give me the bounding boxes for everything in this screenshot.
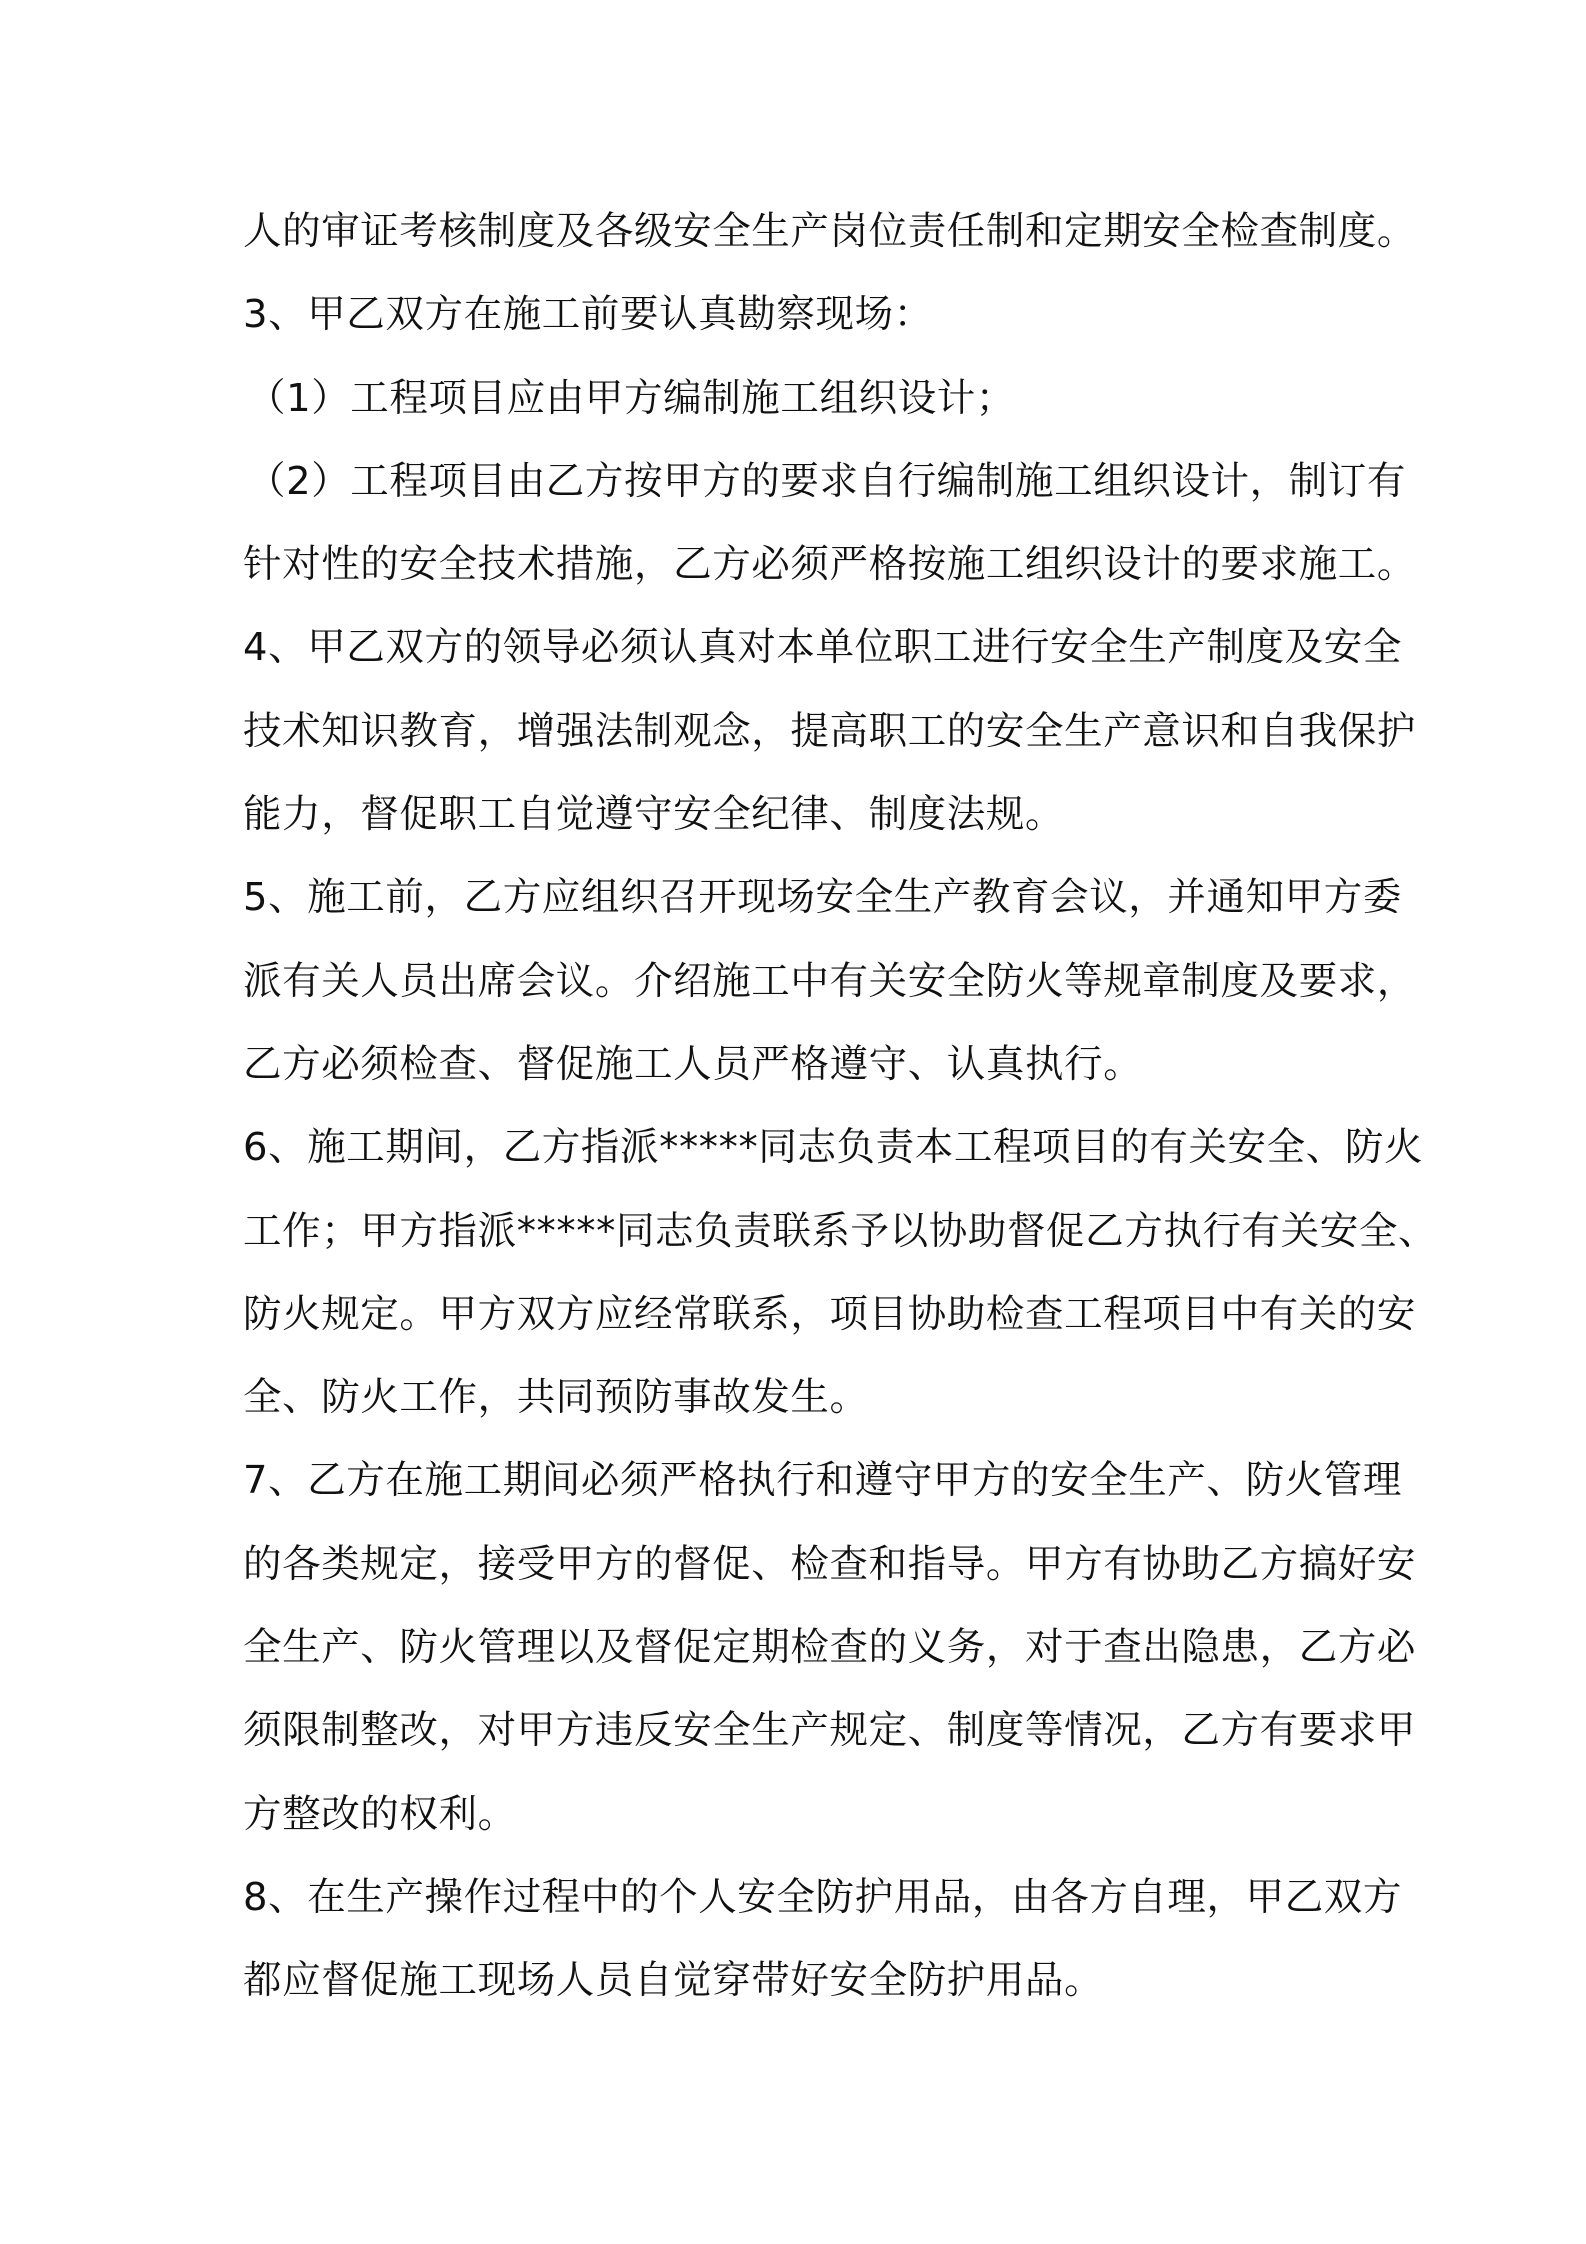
text-line: 方整改的权利。 <box>243 1791 517 1837</box>
document-body <box>243 190 1438 2023</box>
text-line: 能力，督促职工自觉遵守安全纪律、制度法规。 <box>243 792 1065 838</box>
text-line: 技术知识教育，增强法制观念，提高职工的安全生产意识和自我保护 <box>243 708 1417 754</box>
text-line: 须限制整改，对甲方违反安全生产规定、制度等情况，乙方有要求甲 <box>243 1708 1417 1754</box>
text-line: 人的审证考核制度及各级安全生产岗位责任制和定期安全检查制度。 <box>243 209 1417 254</box>
text-line: 3、甲乙双方在施工前要认真勘察现场： <box>243 292 933 338</box>
text-line: 针对性的安全技术措施，乙方必须严格按施工组织设计的要求施工。 <box>243 542 1417 588</box>
text-line: 派有关人员出席会议。介绍施工中有关安全防火等规章制度及要求， <box>243 958 1417 1004</box>
text-line: （1）工程项目应由甲方编制施工组织设计； <box>247 375 1015 421</box>
text-line: 6、施工期间，乙方指派*****同志负责本工程项目的有关安全、防火 <box>243 1125 1424 1171</box>
text-line: 的各类规定，接受甲方的督促、检查和指导。甲方有协助乙方搞好安 <box>243 1541 1417 1587</box>
text-line: 防火规定。甲方双方应经常联系，项目协助检查工程项目中有关的安 <box>243 1291 1417 1337</box>
text-line: 4、甲乙双方的领导必须认真对本单位职工进行安全生产制度及安全 <box>243 625 1402 671</box>
text-line: （2）工程项目由乙方按甲方的要求自行编制施工组织设计，制订有 <box>247 458 1406 504</box>
text-line: 7、乙方在施工期间必须严格执行和遵守甲方的安全生产、防火管理 <box>243 1458 1402 1504</box>
text-line: 工作；甲方指派*****同志负责联系予以协助督促乙方执行有关安全、 <box>243 1208 1438 1254</box>
text-line: 全、防火工作，共同预防事故发生。 <box>243 1375 869 1421</box>
text-line: 全生产、防火管理以及督促定期检查的义务，对于查出隐患，乙方必 <box>243 1625 1417 1671</box>
text-line: 都应督促施工现场人员自觉穿带好安全防护用品。 <box>243 1958 1104 2004</box>
text-line: 乙方必须检查、督促施工人员严格遵守、认真执行。 <box>243 1041 1143 1087</box>
text-line: 8、在生产操作过程中的个人安全防护用品，由各方自理，甲乙双方 <box>243 1874 1402 1920</box>
text-line: 5、施工前，乙方应组织召开现场安全生产教育会议，并通知甲方委 <box>243 875 1402 921</box>
